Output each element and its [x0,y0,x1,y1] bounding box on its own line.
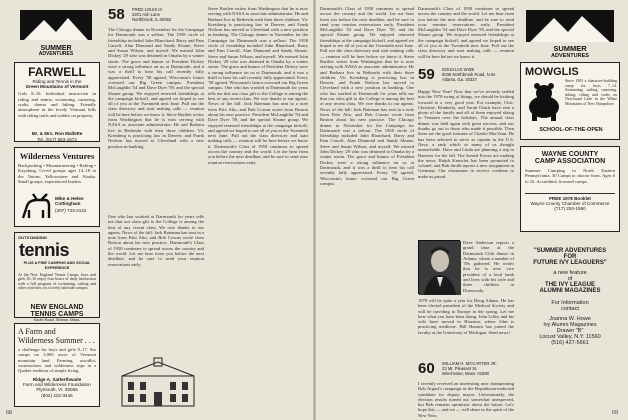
class-58-para3: Steve Bartlett writes from Washington that he is now serving with NASA as associate administrator. He and Barbara live in Bethesda with their three children. Vic Kreisberg is practicing law in Denver, and Frank Neilson has moved to Cleveland with a new position in banking. [108,111,204,149]
wilderness-body: Backpacking • Mountaineering • Rafting • Kayaking. Co-ed groups ages 14–18 in the Tetons, Yellowstone and Alaska. Small groups, experienced leaders. [18,163,96,184]
ivy-l7: ALUMNI MAGAZINES [539,288,601,294]
class-58-col2-d: President McLaughlin '54 and Dave Dyer '59, and the special Sloane group. We enjoyed renewed friendships at the campaign kickoff, and agreed we hoped to see all of you at the Twentieth next June. Pull out the class directory and start making calls — reunion will be here before we know it. [208,111,308,149]
farm-body: a challenge for boys and girls 9–17. Six camps on 3,000 acres of Vermont mountain land. Farming, woodlot, construction, and wilderness trips in a Quaker tradition of simple living. [18,347,96,374]
farm-city: Plymouth, Vt. 05056 [36,387,78,393]
ivy-l5: of [567,276,573,282]
class-59-para7: John Lilley and his wife have moved to Houston, where John is practicing medicine. Bill Hansen has joined the faculty at the University of Michigan. Send news! [418,313,514,335]
class-59-text-bottom [418,298,514,358]
tennis-title: tennis [19,240,70,261]
class-59-para4: The Armed Forces are making the news. Ralph Knowles has been promoted to colonel, and Bob Smith reports a new assignment in Germany. Our classmates in service continue to make us proud. [418,152,515,179]
class-59-addr1: DOUGLAS WISE [442,67,475,72]
summer-logo-right-line2: ADVENTURES [551,53,589,59]
mowglis-body: Since 1903 a character-building camp for boys 7–14. Swimming, sailing, canoeing, hiking, riding and crafts on Newfound Lake in the White Mountains of New Hampshire. [565,78,617,106]
wilderness-ventures-ad [14,147,100,227]
tennis-body: At the New England Tennis Camps, boys and girls 10–16 enjoy four hours of daily instruction with a full program of swimming, sailing and other activities on a lovely lakeside campus. [18,271,96,291]
class-60-addr3: Winchester, Mass. 01890 [442,371,490,377]
farwell-contact: Mr. & Mrs. Ron Mallette [31,131,83,137]
wilderness-phone: (307) 733-2122 [55,208,87,213]
class-number-60: 60 [418,360,435,377]
ivy-l14: (516) 427-5661 [551,340,589,346]
tennis-tagline: PLUS A FINE CAMPING AND SOCIAL EXPERIENCE [23,261,91,271]
cont-para5: The Chicago dinner in November for the Campaign for Dartmouth was a sellout. The 1958 circle of friendship included John Blanchard, Barry and Pam Carroll, Alan Diamond and Sandy Sloane, Steve and Susan Wilson, and myself. We missed John Dickey '29 who was detained in Omaha by a winter storm. The grace and humor of President Dickey were a strong influence on us at Dartmouth, and it was a thrill to hear his call recently fully appreciated. Every '58 agreed, Wisconsin's honor crowned our Big Green campus. [320,117,414,186]
tennis-camp-ad [14,232,100,322]
class-58-text-col1b [108,214,204,354]
ivy-league-promo [520,238,620,408]
cont-para4: One who has worked at Dartmouth for years tells me that our class gift to the College is among the best of any recent class. We owe thanks to our agents. News of the fall: Jack Bateman has sent in a note from Palo Alto, and Bob Cowan wrote from Boston about his new practice. [320,85,414,123]
cont-para3: Steve Bartlett writes from Washington that he is now serving with NASA as associate administrator. He and Barbara live in Bethesda with their three children. Vic Kreisberg is practicing law in Denver, and Frank Neilson has moved to Cleveland with a new position in banking. [320,53,414,91]
bear-icon [525,81,563,121]
wayne-org: Wayne County Chamber of Commerce [530,201,610,207]
ivy-l8: For Information [551,300,589,306]
class-59-addr3: Atlanta, Ga. 30327 [442,77,477,83]
wayne-title2: CAMP ASSOCIATION [534,158,606,165]
summer-logo-right-line1: SUMMER [553,44,587,53]
farwell-title: FARWELL [28,65,86,79]
class-58-para5: Dartmouth's Class of 1958 continues to spread across the country and the world. Let me hear from you before the next deadline, and be sure to send your reunion reservations early. [108,240,204,267]
class-59-para3: Then there are the good fortunes of Charlie MacVean. He has been selected to serve as captain in the U.S. Navy, a rank which so many of us thought unreachable. Dave and Linda are planning a trip to Hanover for the fall. [418,126,514,158]
class-59-header [418,66,514,88]
summer-adventures-logo-left [14,6,98,56]
class-60-header [418,360,514,380]
ivy-l10: Joanna W. Howe [549,316,591,322]
class-58-end-para2: President McLaughlin '54 and Dave Dyer '59, and the special Sloane group. We enjoyed renewed friendships at the campaign kickoff, and agreed we hoped to see all of you at the Twentieth next June. Pull out the class directory and start making calls — reunion will be here before we know it. [418,21,515,59]
class-number-58: 58 [108,6,125,23]
portrait-photo [418,240,460,294]
class-59-para5: Dave Anderson reports a grand time at the Dartmouth Club dinner in Atlanta, where a number of '59s gathered. He writes that he is now vice president of a local bank and lives with his wife and three children in Dunwoody. [463,240,514,293]
page-number-right: 69 [612,410,618,416]
class-59-text-top [418,89,514,237]
class-60-text [418,381,514,418]
class-59-photo-text [463,240,514,296]
class-60-para1: I recently received an interesting note championing Bob Argust's campaign as the Republican-endorsed candidate for deputy mayor. Unfortunately, the election results turned out somewhat unexpected, but Bob remains optimistic about the future. [418,381,514,408]
wayne-phone: (717) 253-1960 [554,206,586,212]
wayne-free: FREE 1978 Booklet [549,196,591,201]
wayne-county-ad [520,146,620,232]
ivy-l9: contact [561,306,579,312]
ivy-l13: Locust Valley, N.Y. 11560 [539,334,601,340]
tennis-pre: OUTSTANDING [18,235,48,240]
moose-icon [19,192,53,222]
building-illustration [118,358,198,408]
farm-org: Farm and Wilderness Foundation [23,382,91,388]
ivy-l2: FOR [563,254,577,260]
class-60-addr2: 23 Mt. Pleasant St. [442,366,478,372]
mowglis-footer: SCHOOL-OF-THE-OPEN [539,127,603,133]
class-60-para2: Let's hope this — and we — will share in the spirit of the New Year. [418,402,514,418]
ivy-l11: Ivy Alumni Magazines [543,322,597,328]
class-58-addr1: FRED LOUIS III [132,7,162,12]
summer-logo-line1: SUMMER [40,45,72,52]
class-58-continued-col [320,6,414,406]
summer-logo-line2: ADVENTURES [38,51,74,57]
ivy-l4: a new feature [553,270,587,276]
class-58-para1: The Chicago dinner in November for the Campaign for Dartmouth was a sellout. The 1958 circle of friendship included John Blanchard, Barry and Pam Carroll, Alan Diamond and Sandy Sloane, Steve and Susan Wilson, and myself. We missed John Dickey '29 who was detained in Omaha by a winter storm. The grace and humor of President Dickey were a strong influence on us at Dartmouth, and it was a thrill to hear his call recently fully appreciated. Every '58 agreed, Wisconsin's honor crowned our Big Green campus. [108,27,204,85]
tennis-footer: NEW ENGLAND [30,303,84,311]
class-58-col2-a: Steve Bartlett writes from Washington that he is now serving with NASA as associate administrator. He and Barbara live in Bethesda with their three children. Vic Kreisberg is practicing law in Denver, and Frank Neilson has moved to Cleveland with a new position in banking. [208,6,308,38]
ivy-l3: FUTURE IVY LEAGUERS" [533,260,607,266]
farm-title2: Wilderness Summer . . . [18,336,95,345]
farm-phone: (802) 422-3445 [41,392,73,398]
class-58-col2-b: The Chicago dinner in November for the Campaign for Dartmouth was a sellout. The 1958 circle of friendship included John Blanchard, Barry and Pam Carroll, Alan Diamond and Sandy Sloane, Steve and Susan Wilson, and myself. We missed John Dickey '29 who was detained in Omaha by a winter storm. The grace and humor of President Dickey were a strong influence on us at Dartmouth, and it was a thrill to hear his call recently fully appreciated. Every '58 agreed, Wisconsin's honor crowned our Big Green campus. [208,32,308,91]
farm-contact: Ridge A. Satterthwaite [32,377,82,382]
mowglis-title: MOWGLIS [525,66,579,78]
class-59-para1: Happy New Year! Now that we've recently settled into the 1978 swing of things, we should be looking forward to a very good year. [418,89,514,105]
class-58-para2: President McLaughlin '54 and Dave Dyer '59, and the special Sloane group. We enjoyed renewed friendships at the campaign kickoff, and agreed we hoped to see all of you at the Twentieth next June. Pull out the class directory and start making calls — reunion will be here before we know it. [108,79,204,117]
class-number-59: 59 [418,66,435,83]
farwell-phone: Tel. (617) 583-1672 [37,136,77,142]
farwell-sub2: Green Mountains of Vermont [25,84,89,90]
farm-title1: A Farm and [18,327,56,336]
class-58-end-para: Dartmouth's Class of 1958 continues to spread across the country and the world. Let me hear from you before the next deadline, and be sure to send your reunion reservations early. [418,6,514,27]
farwell-ad [14,62,100,142]
ivy-l6: THE IVY LEAGUE [545,282,595,288]
ivy-l12: Drawer "B" [556,328,584,334]
class-58-col2-e: Dartmouth's Class of 1958 continues to spread across the country and the world. Let me hear from you before the next deadline, and be sure to send your reunion reservations early. [208,143,309,165]
farwell-body: Girls 8–16. Individual instruction in riding and tennis; swimming, canoeing, crafts, drama and hiking. Friendly atmosphere in the lovely Vermont hills with riding trails and stables on property. [18,91,96,118]
ivy-l1: "SUMMER ADVENTURES [533,248,607,254]
farm-wilderness-ad [14,323,100,407]
class-58-end-text [418,6,514,64]
class-59-para2: For example, Chic, Christine, Kimberly, and Sarah Gluck have sent a photo of the family and all of them enjoyed skiing in Vermont over the holidays. The annual class dinner was held again with great success, and our thanks go out to those who made it possible. [418,99,514,132]
wayne-title1: WAYNE COUNTY [541,151,599,158]
page-number-left: 68 [6,410,12,416]
class-58-header [108,6,204,26]
mowglis-ad [520,62,620,140]
summer-adventures-logo-right [520,6,620,58]
class-59-para6: 1978 will be quite a year for Doug Adams. He has been elected president of the Medical Society and will be traveling to Europe in the spring. Let me hear what you have been doing. [418,298,514,319]
wilderness-title: Wilderness Ventures [19,151,95,161]
class-58-col2-c: One who has worked at Dartmouth for years tells me that our class gift to the College is among the best of any recent class. We owe thanks to our agents. News of the fall: Jack Bateman has sent in a note from Palo Alto, and Bob Cowan wrote from Boston about his new practice. [208,85,308,117]
wilderness-contact: Mike & Helen Cottingham [55,196,84,207]
wayne-body: Summer Camping in North Eastern Pennsylvania. 30 Camps to choose from, Ages 6 to 16. Accredited, licensed camps. [525,168,615,184]
class-60-addr1: WILLIAM H. MCCARTER JR. [442,361,497,366]
cont-para1: Dartmouth's Class of 1958 continues to spread across the country and the world. Let me hear from you before the next deadline, and be sure to send your reunion reservations early. [320,6,414,27]
page-gutter [313,0,316,420]
class-59-addr2: 5039 Northbrook Road, N.W. [442,72,496,78]
farwell-sub1: Riding and Tennis in the [32,79,82,84]
class-58-text-col2 [208,6,308,406]
tennis-addr: South Road, Sharon, Mass. [33,317,81,322]
class-58-addr2: 2201 Ash Lane [132,12,160,18]
tennis-footer2: TENNIS CAMPS [30,310,84,318]
class-58-para4: One who has worked at Dartmouth for years tells me that our class gift to the College is among the best of any recent class. We owe thanks to our agents. News of the fall: Jack Bateman has sent in a note from Palo Alto, and Bob Cowan wrote from Boston about his new practice. [108,214,204,246]
class-58-text-col1 [108,27,204,213]
class-58-addr3: Northbrook, IL 60062 [132,17,172,23]
cont-para2: President McLaughlin '54 and Dave Dyer '59, and the special Sloane group. We enjoyed renewed friendships at the campaign kickoff, and agreed we hoped to see all of you at the Twentieth next June. Pull out the class directory and start making calls — reunion will be here before we know it. [320,21,414,59]
